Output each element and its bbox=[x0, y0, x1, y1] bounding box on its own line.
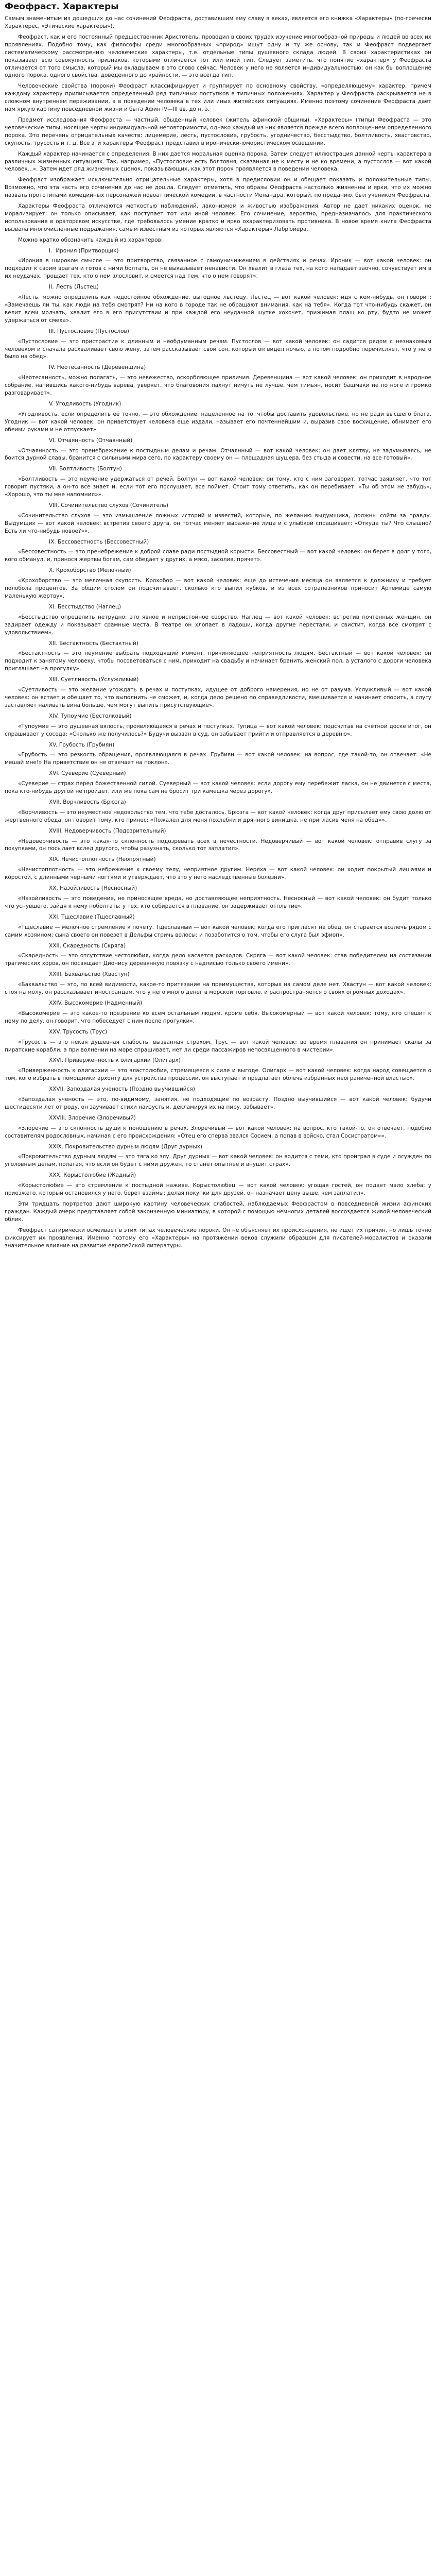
chapter-name: Скаредность (Скряга) bbox=[63, 942, 126, 949]
chapter-description: «Тщеславие — мелочное стремление к почету. Тщеславный — вот какой человек: когда его пригласят на обед, он старается возлечь рядом с самим хозяином; сына своего он повезет в Дельфы стричь волосы; и позаботится о том, чтобы его слуга был эфиоп». bbox=[5, 924, 431, 938]
chapter-description: «Сочинительство слухов — это измышление ложных историй и известий, которые, по желанию выдумщика, должны сойти за правду. Выдумщик — вот какой человек: встретив своего друга, он тотчас меняет выражение лица и с улыбкой спрашивает: «Откуда ты? Что слышно? Есть ли что-нибудь новое?»». bbox=[5, 512, 431, 534]
intro-paragraph: Предмет исследования Феофраста — частный, обыденный человек (житель афинской общины). «Характеры» (типы) Феофраста — это человеческие типы, носящие черты индивидуальной неповторимости, однако каждый из них является прежде всего воплощением определенного порока. Это перечень отрицательных качеств: лицемерие, лесть, пустословие, грубость, угодничество, бесстыдство, болтливость, хвастовство, скупость, трусость и т. д. Все эти характеры Феофраст представил в иронически-юмористическом освещении. bbox=[5, 116, 431, 146]
closing-paragraph: Феофраст сатирически осмеивает в этих типах человеческие пороки. Он не объясняет их происхождения, не ищет их причин, но лишь точно фиксирует их проявления. Именно поэтому его «Характеры» на протяжении веков служили образцом для писателей-моралистов и оказали значительное влияние на развитие европейской литературы. bbox=[5, 1227, 431, 1249]
chapter-number: XXIV. bbox=[49, 999, 63, 1006]
chapter-heading bbox=[5, 1086, 431, 1093]
chapter-description: «Ворчливость — это неуместное недовольство тем, что тебе досталось. Брюзга — вот какой человек: когда друг присылает ему свою долю от жертвенного обеда, он говорит тому, кто принес: «Пожалел для меня похлебки и дрянного винишка, не пригласив меня на обед»». bbox=[5, 809, 431, 823]
closing-section bbox=[5, 1200, 431, 1249]
chapter-name: Неотесанность (Деревенщина) bbox=[57, 364, 146, 371]
chapter-description: «Лесть, можно определить как недостойное обхождение, выгодное льстецу. Льстец — вот какой человек: идя с кем-нибудь, он говорит: «Замечаешь ли ты, как люди на тебя смотрят? Ни на кого в городе так не обращают внимания, как на тебя». Когда тот что-нибудь скажет, он велит всем молчать, хвалит его в его присутствии и при каждой его неудачной шутке хохочет, прижимая плащ ко рту, будто не может удержаться от смеха». bbox=[5, 294, 431, 324]
chapter-number: III. bbox=[49, 328, 56, 334]
chapter-number: XXVI. bbox=[49, 1057, 64, 1064]
chapter-number: IX. bbox=[49, 538, 56, 545]
chapter-number: X. bbox=[49, 567, 55, 574]
chapter-description: «Тупоумие — это душевная вялость, проявляющаяся в речах и поступках. Тупица — вот какой человек: подсчитав на счетной доске итог, он спрашивает у соседа: «Сколько же получилось?» Будучи вызван в суд, он забывает прийти и отправляется в деревню». bbox=[5, 723, 431, 737]
chapter-number: XXI. bbox=[49, 913, 60, 920]
chapter-name: Тщеславие (Тщеславный) bbox=[61, 913, 135, 920]
chapter-description: «Бестактность — это неумение выбрать подходящий момент, причиняющее неприятность людям. Бестактный — вот какой человек: он подходит к занятому человеку, чтобы посоветоваться с ним, приходит на свадьбу и начинает бранить женский пол, а усталого с дороги человека приглашает на прогулку». bbox=[5, 650, 431, 672]
chapter-name: Тупоумие (Бестолковый) bbox=[60, 713, 132, 719]
chapter-heading bbox=[5, 676, 431, 684]
chapter-name: Сочинительство слухов (Сочинитель) bbox=[61, 502, 168, 509]
chapter-description: «Бесстыдство определить нетрудно: это явное и непристойное озорство. Наглец — вот какой человек: встретив почтенных женщин, он задирает одежду и показывает срамные места. В театре он хлопает в ладоши, когда другие перестали, и свистит, когда все смотрят с удовольствием». bbox=[5, 614, 431, 636]
chapter-description: «Трусость — это некая душевная слабость, вызванная страхом. Трус — вот какой человек: во время плавания он принимает скалы за пиратские корабли, а при волнении на море спрашивает, нет ли среди пассажиров непосвященного в мистерии». bbox=[5, 1039, 431, 1053]
chapter-name: Крохоборство (Мелочный) bbox=[56, 567, 131, 574]
chapter-heading bbox=[5, 538, 431, 546]
chapter-name: Корыстолюбие (Жадный) bbox=[63, 1172, 136, 1179]
chapter-name: Угодливость (Угодник) bbox=[56, 400, 121, 407]
chapter-number: XVIII. bbox=[49, 827, 63, 834]
intro-paragraph: Человеческие свойства (пороки) Феофраст классифицирует и группирует по основному свойству, «определяющему» характер, причем каждому характеру приписывается определенный ряд типичных поступков в типичных положениях. Характер у Феофраста раскрывается не в сложном внутреннем переживании, а в поведении человека в тех или иных житейских ситуациях. Именно поэтому сочинение Феофраста дает нам яркую картину повседневной жизни и быта Афин IV—III вв. до н. э. bbox=[5, 83, 431, 113]
article bbox=[0, 0, 436, 1259]
chapter-number: XXIII. bbox=[49, 971, 63, 978]
chapter-description: «Пустословие — это пристрастие к длинным и необдуманным речам. Пустослов — вот какой человек: он садится рядом с незнакомым человеком и сначала расхваливает свою жену, затем рассказывает свой сон, который он видел ночью, а потом подробно перечисляет, что у него было на обед». bbox=[5, 338, 431, 360]
chapter-description: «Злоречие — это склонность души к поношению в речах. Злоречивый — вот какой человек: на вопрос, кто такой-то, он отвечает, подобно составителям родословных, начиная с его происхождения: «Отец его сперва звался Сосием, а попав в войско, стал Сосистратом»». bbox=[5, 1125, 431, 1139]
chapter-description: «Скаредность — это отсутствие честолюбия, когда дело касается расходов. Скряга — вот какой человек: став победителем на состязании трагических хоров, он посвящает Дионису деревянную повязку с надписью только своего имени». bbox=[5, 953, 431, 967]
chapter-name: Грубость (Грубиян) bbox=[59, 741, 115, 748]
chapter-name: Приверженность к олигархии (Олигарх) bbox=[65, 1057, 181, 1064]
chapter-number: XXIX. bbox=[49, 1143, 64, 1150]
page-title: Феофраст. Характеры bbox=[5, 2, 119, 12]
chapter-description: «Покровительство дурным людям — это тяга ко злу. Друг дурных — вот какой человек: он водится с теми, кто проиграл в суде и осужден по уголовным делам, полагая, что если он будет с ними дружен, то станет опытнее и внушит страх». bbox=[5, 1154, 431, 1168]
chapter-number: V. bbox=[49, 400, 54, 407]
chapter-description: «Неотесанность, можно полагать, — это невежество, оскорбляющее приличия. Деревенщина — вот какой человек: он приходит в народное собрание, напившись какого-нибудь варева, уверяет, что благовония пахнут ничуть не лучше, чем тимьян, носит башмаки не по ноге и громко разговаривает». bbox=[5, 375, 431, 397]
chapter-number: I. bbox=[49, 247, 53, 254]
chapter-description: «Ирония в широком смысле — это притворство, связанное с самоуничижением в действиях и речах. Ироник — вот какой человек: он подходит к своим врагам и готов с ними болтать, он не выказывает ненависти. Он хвалит в глаза тех, на кого нападает заочно, сочувствует им в их неудачах, прощает тех, кто о нем злословит, и смеется над тем, что о нем говорят». bbox=[5, 258, 431, 280]
chapter-description: «Недоверчивость — это какая-то склонность подозревать всех в нечестности. Недоверчивый — вот какой человек: отправив слугу за покупками, он посылает вслед другого, чтобы разузнать, сколько тот заплатил». bbox=[5, 838, 431, 852]
chapter-description: «Корыстолюбие — это стремление к постыдной наживе. Корыстолюбец — вот какой человек: угощая гостей, он подает мало хлеба; у приезжего, который остановился у него, берет взаймы; делая покупки для друзей, он назначает цену выше, чем заплатил». bbox=[5, 1182, 431, 1197]
chapter-heading bbox=[5, 567, 431, 574]
chapter-heading bbox=[5, 799, 431, 806]
chapter-number: XIX. bbox=[49, 856, 60, 863]
chapter-number: VIII. bbox=[49, 502, 59, 509]
chapter-heading bbox=[5, 247, 431, 255]
intro-paragraph: Феофраст, как и его постоянный предшественник Аристотель, проводил в своих трудах изучение многообразной природы и людей во всех их проявлениях. Подобно тому, как философы среди многообразных «природ» ищут одну и ту же основу, так и Феофраст подвергает систематическому рассмотрению человеческие характеры, т.е. отдельные типы душевного склада людей. В своих характеристиках он показывает всю совокупность признаков, которыми отличается тот или иной тип. Следует заметить, что понятие «характер» у Феофраста отличается от того смысла, который мы вкладываем в это слово сейчас. Человек у него не является индивидуальностью; он как бы воплощение одного порока, одного свойства, доведенного до крайности, — это всегда тип. bbox=[5, 33, 431, 79]
chapter-heading bbox=[5, 502, 431, 510]
chapter-number: XIV. bbox=[49, 713, 59, 719]
chapter-heading bbox=[5, 1143, 431, 1151]
chapter-heading bbox=[5, 603, 431, 611]
chapter-name: Назойливость (Несносный) bbox=[60, 885, 137, 892]
chapter-number: XXX. bbox=[49, 1172, 62, 1179]
chapter-heading bbox=[5, 1172, 431, 1179]
chapter-number: XXVII. bbox=[49, 1086, 65, 1093]
chapter-name: Бахвальство (Хвастун) bbox=[64, 971, 130, 978]
chapter-name: Покровительство дурным людям (Друг дурных) bbox=[65, 1143, 203, 1150]
chapter-heading bbox=[5, 971, 431, 978]
intro-paragraph: Феофраст изображает исключительно отрицательные характеры, хотя в предисловии он и обещает показать и положительные типы. Возможно, что эта часть его сочинения до нас не дошла. Следует отметить, что образы Феофраста настолько жизненны и ярки, что их можно назвать прототипами комедийных персонажей новоаттической комедии, в частности Менандра, который, по преданию, был учеником Феофраста. bbox=[5, 177, 431, 199]
chapter-number: XI. bbox=[49, 603, 56, 610]
chapter-name: Ирония (Притворщик) bbox=[56, 247, 119, 254]
chapter-number: IV. bbox=[49, 364, 56, 371]
chapter-description: «Приверженность к олигархии — это властолюбие, стремящееся к силе и выгоде. Олигарх — вот какой человек: когда народ совещается о том, кого избрать в помощники архонту для устройства процессии, он выступает и предлагает облечь избранных неограниченной властью». bbox=[5, 1067, 431, 1082]
chapter-number: XIII. bbox=[49, 676, 59, 683]
chapter-number: XV. bbox=[49, 741, 58, 748]
chapter-heading bbox=[5, 856, 431, 863]
chapter-heading bbox=[5, 465, 431, 473]
chapter-description: «Крохоборство — это мелочная скупость. Крохобор — вот какой человек: еще до истечения месяца он является к должнику и требует полобола процентов. За общим столом он подсчитывает, сколько кто выпил кубков, и из всех сотрапезников приносит Артемиде самую маленькую жертву». bbox=[5, 578, 431, 599]
chapter-name: Отчаянность (Отчаянный) bbox=[57, 437, 133, 444]
chapter-name: Запоздалая ученость (Поздно выучившийся) bbox=[66, 1086, 195, 1093]
chapter-heading bbox=[5, 999, 431, 1007]
chapter-description: «Отчаянность — это пренебрежение к постыдным делам и речам. Отчаянный — вот какой человек: он дает клятву, не задумываясь, не боится дурной славы, бранится с сильными мира сего, по характеру своему он — площадная шушера, без стыда и совести, на все готовый». bbox=[5, 447, 431, 462]
chapter-heading bbox=[5, 328, 431, 335]
chapter-heading bbox=[5, 640, 431, 648]
chapter-description: «Суеверие — страх перед божественной силой. Суеверный — вот какой человек: если дорогу ему перебежит ласка, он не двинется с места, пока кто-нибудь другой не пройдет, или же пока сам не бросит три камешка через дорогу». bbox=[5, 781, 431, 795]
chapter-number: II. bbox=[49, 284, 54, 291]
chapter-name: Лесть (Льстец) bbox=[56, 284, 99, 291]
chapter-description: «Бессовестность — это пренебрежение к доброй славе ради постыдной корысти. Бессовестный — вот какой человек: он берет в долг у того, кого обманул, и, принося жертвы богам, сам обедает у других, а мясо, засолив, прячет». bbox=[5, 549, 431, 563]
chapter-number: XII. bbox=[49, 640, 58, 647]
intro-section bbox=[5, 15, 431, 244]
chapter-name: Пустословие (Пустослов) bbox=[57, 328, 129, 334]
chapter-name: Недоверчивость (Подозрительный) bbox=[64, 827, 166, 834]
chapter-description: «Нечистоплотность — это небрежение к своему телу, неприятное другим. Неряха — вот какой человек: он ходит покрытый лишаями и коростой, с длинными черными ногтями и утверждает, что это у него наследственные болезни». bbox=[5, 867, 431, 881]
intro-paragraph: Характеры Феофраста отличаются меткостью наблюдений, лаконизмом и живостью изображения. Автор не дает никаких оценок, не морализирует: он только описывает, как поступает тот или иной человек. Его сочинение, вероятно, предназначалось для практического использования в ораторском искусстве, где требовалось умение кратко и ярко охарактеризовать противника. В новое время книга Феофраста вызвала многочисленные подражания, самым известным из которых являются «Характеры» Лабрюйера. bbox=[5, 203, 431, 232]
intro-paragraph: Можно кратко обозначить каждый из характеров: bbox=[18, 236, 163, 243]
chapter-heading bbox=[5, 1114, 431, 1122]
chapter-description: «Высокомерие — это какое-то презрение ко всем остальным людям, кроме себя. Высокомерный — вот какой человек: тому, кто спешит к нему по делу, он говорит, что побеседует с ним после прогулки». bbox=[5, 1010, 431, 1024]
chapter-description: «Суетливость — это желание угождать в речах и поступках, идущее от доброго намерения, но не от разума. Услужливый — вот какой человек: он встает и обещает то, что выполнить не сможет, и, когда дело решено по справедливости, вмешивается и начинает спорить, а слугу заставляет наливать вина больше, чем могут выпить присутствующие». bbox=[5, 687, 431, 708]
chapter-number: VI. bbox=[49, 437, 56, 444]
intro-paragraph: Самым знаменитым из дошедших до нас сочинений Феофраста, доставившим ему славу в веках, является его книжка «Характеры» (по-гречески Характерес, «Этические характеры»). bbox=[5, 15, 431, 29]
chapter-description: «Запоздалая ученость — это, по-видимому, занятия, не подходящие по возрасту. Поздно выучившийся — вот какой человек: будучи шестидесяти лет от роду, он заучивает стихи наизусть и, декламируя их на пиру, забывает». bbox=[5, 1096, 431, 1110]
chapter-number: XX. bbox=[49, 885, 58, 892]
chapter-heading bbox=[5, 283, 431, 291]
chapter-name: Суетливость (Услужливый) bbox=[61, 676, 139, 683]
chapter-description: «Бахвальство — это, по всей видимости, какое-то притязание на преимущества, которых на самом деле нет. Хвастун — вот какой человек: стоя на молу, он рассказывает иностранцам, что у него много денег в морской торговле, и распространяется о своих огромных доходах». bbox=[5, 981, 431, 996]
chapter-heading bbox=[5, 741, 431, 749]
chapter-name: Злоречие (Злоречивый) bbox=[68, 1114, 136, 1121]
chapter-heading bbox=[5, 713, 431, 720]
closing-paragraph: Эти тридцать портретов дают широкую картину человеческих слабостей, наблюдаемых Феофрастом в повседневной жизни афинских граждан. Каждый очерк представляет собой законченную миниатюру, в которой с помощью немногих деталей воссоздается живой человеческий облик. bbox=[5, 1201, 431, 1223]
chapter-name: Трусость (Трус) bbox=[62, 1028, 108, 1035]
chapter-description: «Грубость — это резкость обращения, проявляющаяся в речах. Грубиян — вот какой человек: на вопрос, где такой-то, он отвечает: «Не мешай мне!» На приветствие он не отвечает на поклон». bbox=[5, 752, 431, 766]
chapter-name: Суеверие (Суеверный) bbox=[61, 770, 126, 777]
chapter-heading bbox=[5, 913, 431, 921]
chapter-name: Болтливость (Болтун) bbox=[59, 466, 122, 472]
chapter-heading bbox=[5, 942, 431, 950]
chapter-heading bbox=[5, 827, 431, 835]
chapter-number: XVI. bbox=[49, 770, 60, 777]
chapter-description: «Болтливость — это неумение удержаться от речей. Болтун — вот какой человек: он тому, кто с ним заговорит, тотчас заявляет, что тот говорит пустяки, а он-то все знает и, если тот его послушает, все поймет. Стоит тому ответить, как он перебивает: «Ты об этом не забудь», «Хорошо, что ты мне напомнил»». bbox=[5, 476, 431, 498]
chapter-number: XXV. bbox=[49, 1028, 61, 1035]
chapter-name: Бесстыдство (Наглец) bbox=[57, 603, 121, 610]
chapter-heading bbox=[5, 437, 431, 445]
chapter-name: Нечистоплотность (Неопрятный) bbox=[61, 856, 156, 863]
chapter-number: XVII. bbox=[49, 799, 61, 805]
chapter-number: VII. bbox=[49, 466, 58, 472]
chapter-name: Бестактность (Бестактный) bbox=[59, 640, 138, 647]
chapter-number: XXVIII. bbox=[49, 1114, 67, 1121]
chapter-heading bbox=[5, 364, 431, 371]
chapter-name: Высокомерие (Надменный) bbox=[64, 999, 143, 1006]
characters-list bbox=[5, 247, 431, 1197]
chapter-number: XXII. bbox=[49, 942, 61, 949]
chapter-description: «Угодливость, если определить её точно, — это обхождение, нацеленное на то, чтобы доставить удовольствие, но не ради высшего блага. Угодник — вот какой человек: он приветствует человека еще издали, называет его почтеннейшим и, выразив свое восхищение, обнимает его обеими руками и не отпускает». bbox=[5, 411, 431, 433]
chapter-heading bbox=[5, 1028, 431, 1036]
chapter-description: «Назойливость — это поведение, не приносящее вреда, но доставляющее неприятность. Несносный — вот какой человек: он будит только что уснувшего, зайдя к нему поболтать; у тех, кто собирается в плавание, он задерживает отплытие». bbox=[5, 895, 431, 909]
chapter-heading bbox=[5, 885, 431, 892]
intro-paragraph: Каждый характер начинается с определения. В них дается моральная оценка порока. Затем следует иллюстрация данной черты характера в различных жизненных ситуациях. Так, например, «Пустословие есть болтовня, сказанная не к месту и не ко времени, а пустослов — вот какой человек...». Затем идет ряд жизненных сценок, показывающих, как этот порок проявляется в поведении человека. bbox=[5, 150, 431, 173]
chapter-name: Бессовестность (Бессовестный) bbox=[57, 538, 149, 545]
chapter-name: Ворчливость (Брюзга) bbox=[63, 799, 126, 805]
chapter-heading bbox=[5, 400, 431, 408]
chapter-heading bbox=[5, 1057, 431, 1064]
chapter-heading bbox=[5, 770, 431, 777]
